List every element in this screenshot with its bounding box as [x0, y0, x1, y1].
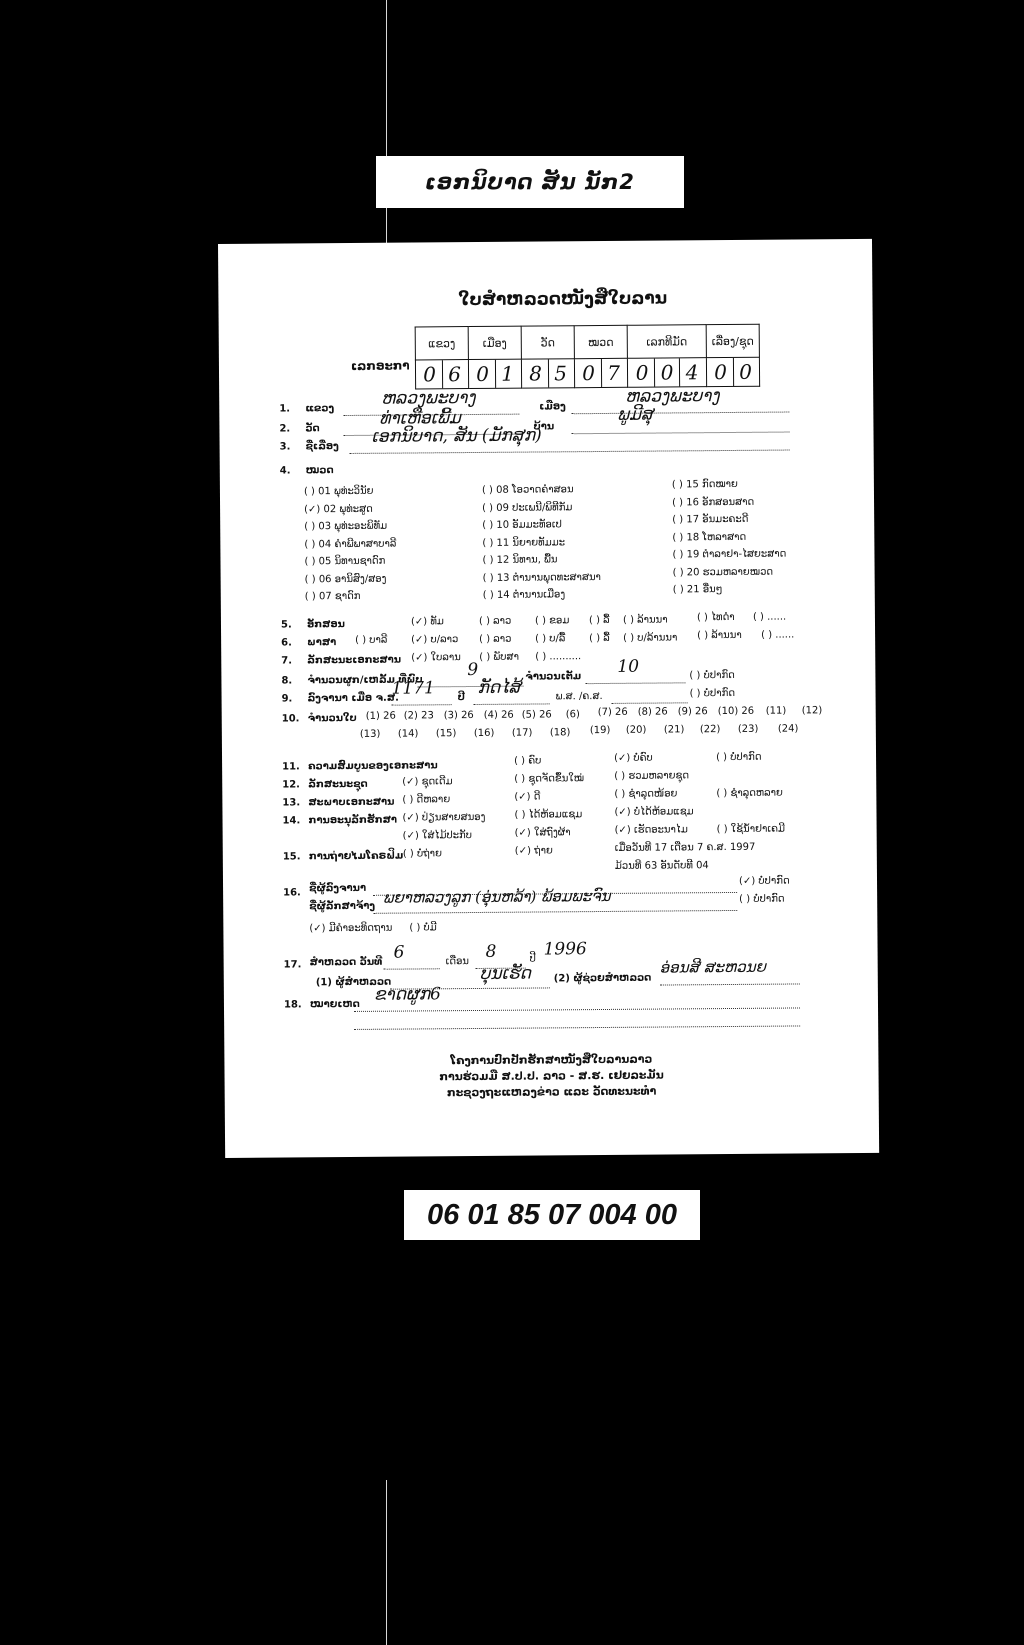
conservation-option: (✓) ບໍ່ໄດ້ຫ້ອມແຊມ: [614, 806, 694, 818]
category-label: ໝວດ: [305, 465, 334, 477]
inscription-date-label: ລົງຈານາ ເມື່ອ ຈ.ສ.: [307, 692, 399, 705]
category-option: ( ) 01 ພຸທ່ະວິນັຍ: [303, 485, 374, 498]
category-option: ( ) 17 ອັນມະຄະດີ: [672, 513, 749, 526]
script-option: ( ) ໄທດຳ: [696, 611, 735, 624]
conservation-option: ( ) ໃຊ້ນ້ຳຢາເຄມີ: [716, 823, 786, 836]
leaves-count: (23): [737, 723, 759, 735]
volume-label-text: ເອກນິບາດ ສັນ ນັກ2: [425, 170, 635, 194]
leaves-count: (22): [699, 724, 721, 736]
category-option: ( ) 06 ອານິສົງ/ສອງ: [304, 573, 387, 585]
ref-header-province: ແຂວງ: [415, 327, 468, 360]
script-label: ອັກສອນ: [306, 619, 345, 631]
date-not-shown-option: ( ) ບໍ່ປາກົດ: [689, 687, 736, 700]
leaves-count: (15): [435, 728, 457, 740]
scribe-label: ຊື່ຜູ້ລົງຈານາ: [309, 882, 367, 895]
field-number: 14.: [282, 815, 301, 827]
ref-digit: 4: [685, 360, 699, 385]
province-label: ແຂວງ: [305, 403, 335, 415]
district-label: ເມືອງ: [539, 401, 566, 413]
film-scratch: [386, 0, 387, 250]
language-option: ( ) ບາລີ: [355, 634, 388, 646]
leaves-count: (24): [777, 723, 799, 735]
category-option: ( ) 16 ອັກສອນສາດ: [672, 496, 755, 508]
survey-form: [218, 239, 879, 1158]
village-label: ບ້ານ: [533, 421, 555, 433]
sponsor-label: ຊື່ຜູ້ລັກສາຈ້າງ: [309, 900, 376, 913]
category-option: ( ) 10 ອັມມະທັອເປ: [482, 519, 562, 531]
volumes-total-label: ຈຳນວນເຕັມ: [525, 671, 582, 683]
field-number: 17.: [283, 959, 302, 971]
document-type-option: (✓) ໃບລານ: [411, 652, 461, 664]
leaves-count: (13): [359, 728, 381, 740]
language-option: (✓) ບ/ລາວ: [411, 634, 459, 646]
temple-value: ທ່າເຫືອເພີ້ມ: [379, 408, 461, 429]
surveyor-value: ບຸນເຮັດ: [479, 963, 532, 984]
field-number: 18.: [283, 999, 302, 1011]
condition-option: (✓) ດີ: [514, 791, 541, 803]
leaves-count: (11): [765, 705, 787, 717]
leaves-count: (19): [589, 724, 611, 737]
set-type-option: ( ) ຮວມຫລາຍຊຸດ: [614, 770, 690, 782]
ref-digit: 5: [554, 361, 567, 386]
category-option: ( ) 15 ກົດໝາຍ: [671, 478, 738, 491]
conservation-option: (✓) ໃສ່ຖົງຜ້າ: [514, 827, 571, 839]
ref-digit: 0: [576, 359, 601, 387]
buddhist-era-label: ພ.ສ. /ຄ.ສ.: [555, 690, 603, 703]
category-option: ( ) 14 ຕຳນານເມືອງ: [482, 589, 566, 601]
reference-label: ເລກອະກາ: [350, 358, 410, 373]
field-number: 5.: [280, 619, 292, 631]
category-option: ( ) 19 ຕຳລາຢາ-ໄສຍະສາດ: [672, 548, 787, 561]
set-type-option: ( ) ຊຸດຈັດຂຶ້ນໃໝ່: [514, 773, 585, 785]
language-option: ( ) ລ້ານນາ: [697, 629, 742, 642]
field-number: 8.: [281, 675, 293, 687]
language-option: ( ) ລາວ: [479, 633, 512, 645]
microfilm-id-label: [404, 1190, 700, 1240]
completeness-option: ( ) ຄົບ: [514, 755, 542, 767]
language-label: ພາສາ: [307, 637, 337, 649]
field-number: 3.: [279, 441, 291, 453]
assistant-surveyor-label: (2) ຜູ້ຊ່ວຍສຳຫລວດ: [553, 972, 652, 985]
leaves-count: (5) 26: [521, 709, 552, 721]
set-type-label: ລັກສະນະຊຸດ: [308, 778, 368, 791]
microfilm-id-text: 06 01 85 07 004 00: [427, 1198, 677, 1231]
ref-digit: 7: [607, 360, 620, 385]
category-option: ( ) 20 ຮວມຫລາຍໝວດ: [672, 566, 774, 578]
ref-header-temple: ວັດ: [521, 326, 574, 359]
ref-digit: 6: [448, 362, 461, 387]
category-option: ( ) 07 ຊາດົກ: [304, 590, 361, 603]
ref-digit: 8: [523, 359, 548, 387]
category-option: (✓) 02 ພຸທ່ະສູດ: [304, 503, 373, 515]
category-option: ( ) 08 ໂອວາດຄຳສອນ: [481, 484, 574, 496]
leaves-count: (4) 26: [483, 709, 514, 721]
conservation-option: ( ) ໄດ້ຫ້ອມແຊມ: [514, 809, 583, 821]
category-column-3: [672, 476, 787, 599]
ministry-line: ກະຊວງຖະແຫລງຂ່າວ ແລະ ວັດທະນະທຳ: [446, 1084, 657, 1100]
script-option: (✓) ທັມ: [410, 616, 444, 628]
language-option: ( ) ......: [761, 629, 795, 641]
field-number: 10.: [281, 713, 300, 725]
field-number: 11.: [282, 761, 300, 773]
ref-digit: 0: [470, 360, 495, 388]
ref-header-district: ເມືອງ: [468, 326, 521, 359]
scribe-not-shown-option: (✓) ບໍ່ປາກົດ: [738, 875, 790, 887]
field-number: 1.: [279, 403, 291, 415]
completeness-option: ( ) ບໍ່ປາກົດ: [716, 751, 762, 764]
sponsor-value: ພຍາຫລວງລູກ (ອຸ່ນຫລ້າ) ພ້ອມພະຈົນ: [383, 886, 611, 907]
microfilm-label: ການຖ່າຍໄມໂຄຣຟິມ: [308, 850, 404, 863]
script-option: ( ) ລື້: [588, 614, 610, 627]
field-number: 9.: [281, 693, 293, 705]
condition-label: ສະພາບເອກະສານ: [308, 796, 395, 809]
reference-number-table: [415, 324, 760, 390]
ref-digit: 0: [417, 360, 442, 388]
field-number: 6.: [281, 637, 292, 649]
survey-month-value: 8: [485, 941, 497, 962]
category-column-1: [304, 483, 397, 606]
completeness-label: ຄວາມສົມບູນຂອງເອກະສານ: [308, 760, 438, 773]
prayer-option: (✓) ມີຄຳອະທິດຖານ: [309, 922, 393, 935]
title-label: ຊື່ເລື່ອງ: [305, 441, 339, 453]
survey-month-label: ເດືອນ: [445, 956, 470, 968]
language-option: ( ) ບ/ລື້: [535, 633, 566, 645]
surveyor-label: (1) ຜູ້ສຳຫລວດ: [315, 976, 392, 989]
leaves-count: (12): [801, 705, 823, 717]
village-value: ພູມີສຸ: [617, 404, 653, 425]
leaves-count: (9) 26: [677, 706, 708, 718]
conservation-option: (✓) ໃສ່ໄມ້ປະກັບ: [402, 830, 473, 842]
leaves-count: (14): [397, 728, 419, 740]
volumes-found-value: 9: [467, 659, 479, 681]
leaves-count: (18): [549, 727, 571, 739]
field-number: 15.: [282, 851, 301, 863]
province-value: ຫລວງພະບາງ: [381, 387, 476, 409]
microfilm-roll: ມ້ວນທີ 63 ອັນດັບທີ 04: [614, 860, 709, 872]
year-name-value: ກັດໄສ້: [477, 677, 521, 698]
document-type-option: ( ) ..........: [535, 651, 582, 663]
condition-option: ( ) ດີຫລາຍ: [402, 794, 451, 806]
remarks-label: ໝາຍເຫດ: [309, 998, 360, 1011]
leaves-count: (3) 26: [443, 710, 474, 722]
leaves-count: (20): [625, 724, 647, 736]
ref-digit: 0: [630, 359, 655, 387]
field-number: 13.: [282, 797, 301, 809]
assistant-surveyor-value: ອ່ອນສີ ສະຫວນຍ: [659, 957, 766, 977]
ref-cell-category: [574, 358, 627, 387]
leaves-count: (17): [511, 727, 533, 739]
leaves-count: (10) 26: [717, 705, 755, 718]
ref-cell-bundle-number: [627, 358, 706, 388]
ref-digit: 1: [501, 361, 514, 386]
ref-digit: 0: [739, 359, 752, 384]
leaves-count: (16): [473, 727, 495, 740]
category-option: ( ) 03 ພຸທ່ະອະພິທັມ: [304, 520, 388, 533]
microfilm-option: (✓) ຖ່າຍ: [514, 845, 553, 857]
field-number: 12.: [282, 779, 301, 791]
year-name-label: ປີ: [457, 692, 465, 704]
ref-cell-story-set: [706, 357, 759, 386]
title-value: ເອກນິບາດ, ສັນ (ມັກສຸກ): [371, 425, 542, 447]
field-number: 7.: [281, 655, 293, 667]
language-option: ( ) ບ/ລ້ານນາ: [623, 632, 678, 644]
leaves-count: (2) 23: [403, 710, 434, 722]
category-option: ( ) 13 ຕຳນານພຸດທະສາສນາ: [482, 571, 601, 584]
leaves-count: (21): [663, 724, 685, 736]
category-option: ( ) 04 ຄຳພີພາສາບາລີ: [304, 538, 397, 550]
category-option: ( ) 18 ໂຫລາສາດ: [672, 531, 747, 543]
leaves-count: (7) 26: [597, 706, 628, 719]
prayer-option: ( ) ບໍ່ມີ: [409, 922, 437, 934]
survey-day-value: 6: [393, 942, 405, 963]
conservation-option: (✓) ປ່ຽນສາຍສນອງ: [402, 811, 486, 824]
conservation-option: (✓) ເຮັດອະນາໄມ: [614, 824, 688, 836]
remarks-value: ຂາດຜູກ6: [373, 984, 442, 1005]
project-name: ໂຄງການປົກປັກຮັກສາໜັງສືໃບລານລາວ: [450, 1052, 653, 1068]
film-scratch: [386, 1480, 387, 1645]
temple-label: ວັດ: [305, 423, 320, 435]
ref-cell-temple: [521, 359, 574, 388]
leaves-count-label: ຈຳນວນໃບ: [307, 712, 357, 725]
ref-header-bundle-number: ເລກທີມັດ: [627, 325, 706, 359]
inscription-year-value: 1171: [391, 678, 435, 699]
survey-date-label: ສຳຫລວດ ວັນທີ: [309, 956, 383, 969]
sponsor-not-shown-option: ( ) ບໍ່ປາກົດ: [739, 893, 785, 905]
cooperation-line: ການຮ່ວມມື ສ.ປ.ປ. ລາວ - ສ.ຮ. ເຢຍລະມັນ: [439, 1068, 664, 1084]
ref-header-story-set: ເລື່ອງ/ຊຸດ: [706, 324, 759, 357]
condition-option: ( ) ຊຳລຸດໜ້ອຍ: [614, 788, 678, 800]
completeness-option: (✓) ບໍ່ຄົບ: [614, 752, 653, 764]
field-number: 16.: [283, 887, 301, 899]
script-option: ( ) ລາວ: [478, 615, 512, 627]
leaves-count: (1) 26: [365, 710, 396, 722]
conservation-label: ການອະນຸລັກຮັກສາ: [308, 814, 397, 827]
form-title: ໃບສຳຫລວດໜັງສືໃບລານ: [458, 288, 668, 311]
category-option: ( ) 21 ອື່ນໆ: [672, 584, 723, 596]
document-type-option: ( ) ພັບສາ: [479, 651, 520, 663]
ref-header-category: ໝວດ: [574, 325, 627, 358]
language-option: ( ) ລື້: [589, 632, 610, 645]
microfilm-option: ( ) ບໍ່ຖ່າຍ: [402, 848, 442, 860]
script-option: ( ) ລ້ານນາ: [622, 614, 668, 626]
survey-year-label: ປີ: [529, 953, 536, 965]
volumes-total-value: 10: [617, 656, 640, 677]
document-type-label: ລັກສະນະເອກະສານ: [307, 654, 402, 667]
script-option: ( ) ......: [752, 611, 787, 623]
category-option: ( ) 05 ນິທານຊາດົກ: [304, 555, 386, 568]
volumes-found-label: ຈຳນວນຜູກ/ເຫລັ້ມ ທີ່ພົບ: [307, 674, 423, 687]
leaves-count: (8) 26: [637, 706, 668, 718]
volumes-not-shown-option: ( ) ບໍ່ປາກົດ: [689, 669, 735, 682]
field-number: 2.: [279, 423, 291, 435]
category-option: ( ) 11 ນິຍາຍທັມມະ: [482, 536, 566, 549]
category-option: ( ) 09 ປະເພນີ/ພິທີກັມ: [482, 501, 573, 514]
category-column-2: [482, 481, 601, 604]
condition-option: ( ) ຊຳລຸດຫລາຍ: [716, 787, 783, 800]
script-option: ( ) ຂອມ: [534, 615, 570, 627]
ref-cell-district: [468, 359, 521, 388]
category-option: ( ) 12 ນິທານ, ພື້ນ: [482, 554, 558, 566]
ref-digit: 0: [655, 358, 680, 386]
ref-cell-province: [415, 360, 468, 389]
set-type-option: (✓) ຊຸດເດີມ: [402, 776, 453, 788]
volume-label: [376, 156, 684, 208]
survey-year-value: 1996: [543, 939, 587, 960]
ref-digit: 0: [708, 358, 733, 386]
microfilm-date: ເມື່ອວັນທີ 17 ເດືອນ 7 ຄ.ສ. 1997: [614, 841, 756, 854]
field-number: 4.: [279, 465, 291, 477]
leaves-count: (6): [565, 709, 580, 721]
district-value: ຫລວງພະບາງ: [625, 386, 720, 407]
